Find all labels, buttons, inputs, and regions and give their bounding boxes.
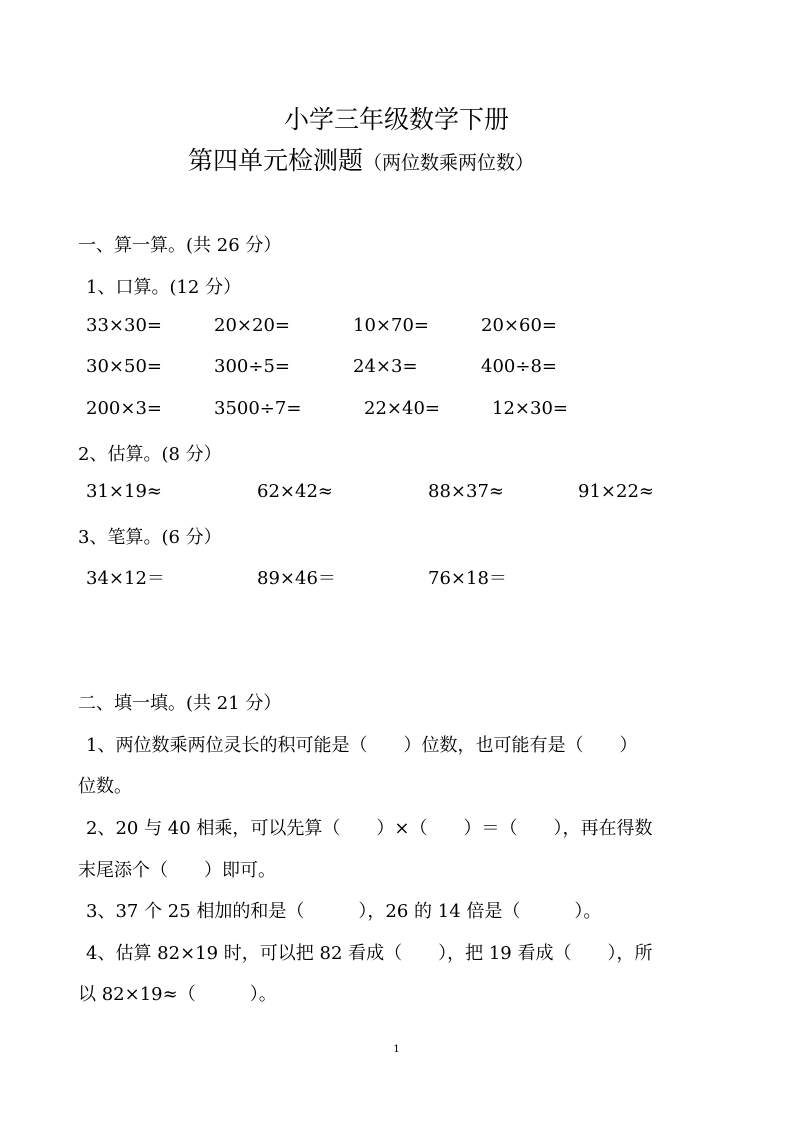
oral-item: 3500÷7= bbox=[214, 398, 302, 419]
question-4-line1: 4、估算 82×19 时，可以把 82 看成（ ），把 19 看成（ ），所 bbox=[86, 943, 653, 964]
written-item: 89×46＝ bbox=[257, 568, 336, 589]
subtitle-topic: （两位数乘两位数） bbox=[363, 152, 535, 174]
estimate-item: 88×37≈ bbox=[428, 481, 504, 502]
question-1-line2: 位数。 bbox=[78, 776, 132, 797]
written-item: 34×12＝ bbox=[86, 568, 165, 589]
page-number: 1 bbox=[393, 1044, 400, 1055]
question-1-line1: 1、两位数乘两位灵长的积可能是（ ）位数，也可能有是（ ） bbox=[86, 735, 638, 756]
written-item: 76×18＝ bbox=[428, 568, 507, 589]
oral-item: 30×50= bbox=[86, 356, 162, 377]
estimate-heading: 2、估算。(8 分） bbox=[78, 444, 222, 465]
written-heading: 3、笔算。(6 分） bbox=[78, 527, 222, 548]
estimate-item: 31×19≈ bbox=[86, 481, 162, 502]
page-subtitle bbox=[188, 141, 534, 177]
subtitle-main: 第四单元检测题 bbox=[188, 146, 364, 175]
question-3-line1: 3、37 个 25 相加的和是（ ），26 的 14 倍是（ ）。 bbox=[86, 901, 602, 922]
oral-item: 33×30= bbox=[86, 315, 162, 336]
question-2-line1: 2、20 与 40 相乘，可以先算（ ）×（ ）＝（ ），再在得数 bbox=[86, 818, 653, 839]
oral-item: 12×30= bbox=[492, 398, 568, 419]
oral-item: 20×20= bbox=[214, 315, 290, 336]
oral-item: 10×70= bbox=[353, 315, 429, 336]
oral-item: 400÷8= bbox=[481, 356, 557, 377]
section1-heading: 一、算一算。(共 26 分） bbox=[78, 235, 282, 256]
estimate-item: 91×22≈ bbox=[578, 481, 654, 502]
oral-item: 300÷5= bbox=[214, 356, 290, 377]
oral-item: 200×3= bbox=[86, 398, 162, 419]
question-2-line2: 末尾添个（ ）即可。 bbox=[78, 860, 276, 881]
section2-heading: 二、填一填。(共 21 分） bbox=[78, 693, 282, 714]
estimate-item: 62×42≈ bbox=[257, 481, 333, 502]
question-4-line2: 以 82×19≈（ ）。 bbox=[78, 984, 277, 1005]
page-title: 小学三年级数学下册 bbox=[283, 105, 509, 134]
oral-item: 24×3= bbox=[353, 356, 418, 377]
oral-item: 22×40= bbox=[364, 398, 440, 419]
oral-heading: 1、口算。(12 分） bbox=[86, 277, 242, 298]
oral-item: 20×60= bbox=[481, 315, 557, 336]
